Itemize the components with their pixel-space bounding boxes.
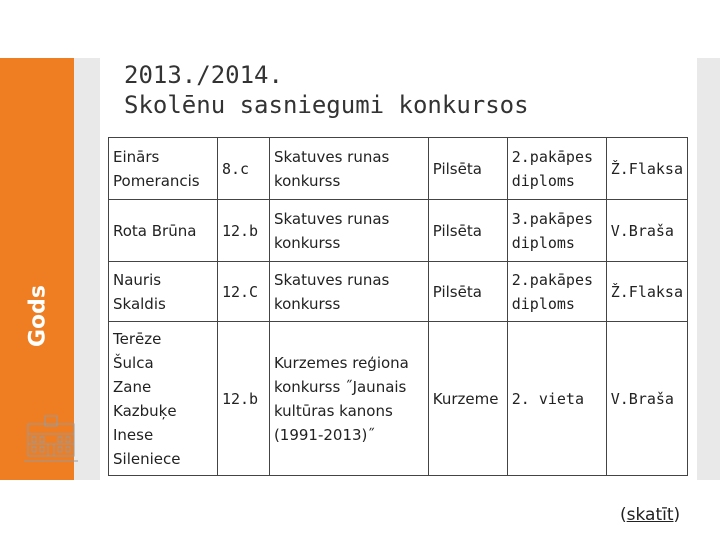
class-cell: 12.b: [217, 200, 269, 262]
sidebar-label: Gods: [25, 284, 51, 348]
class-cell: 8.c: [217, 138, 269, 200]
level-cell: Pilsēta: [428, 138, 507, 200]
title-heading: Skolēnu sasniegumi konkursos: [124, 91, 529, 119]
students-cell: Nauris Skaldis: [109, 262, 218, 322]
level-cell: Pilsēta: [428, 262, 507, 322]
result-cell: 2. vieta: [507, 322, 606, 476]
students-cell: Terēze Šulca Zane Kazbuķe Inese Sileniece: [109, 322, 218, 476]
result-cell: 2.pakāpes diploms: [507, 138, 606, 200]
students-cell: Rota Brūna: [109, 200, 218, 262]
contest-cell: Skatuves runas konkurss: [269, 200, 428, 262]
table-row: [109, 262, 688, 322]
table-row: [109, 138, 688, 200]
right-panel: [697, 58, 720, 480]
class-cell: 12.C: [217, 262, 269, 322]
result-cell: 3.pakāpes diploms: [507, 200, 606, 262]
table-row: [109, 322, 688, 476]
students-cell: Einārs Pomerancis: [109, 138, 218, 200]
class-cell: 12.b: [217, 322, 269, 476]
contest-cell: Skatuves runas konkurss: [269, 138, 428, 200]
view-link-container: [620, 505, 680, 525]
teacher-cell: V.Braša: [606, 200, 687, 262]
paren-close: ): [673, 505, 681, 525]
paren-open: (: [620, 505, 627, 525]
level-cell: Pilsēta: [428, 200, 507, 262]
contest-cell: Skatuves runas konkurss: [269, 262, 428, 322]
result-cell: 2.pakāpes diploms: [507, 262, 606, 322]
title-year: 2013./2014.: [124, 61, 283, 89]
school-crest-icon: [22, 410, 80, 468]
page-title: [124, 60, 529, 120]
contest-cell: Kurzemes reģiona konkurss ˝Jaunais kultūras kanons (1991-2013)˝: [269, 322, 428, 476]
achievements-table: [108, 137, 688, 476]
level-cell: Kurzeme: [428, 322, 507, 476]
teacher-cell: Ž.Flaksa: [606, 262, 687, 322]
table-row: [109, 200, 688, 262]
teacher-cell: Ž.Flaksa: [606, 138, 687, 200]
teacher-cell: V.Braša: [606, 322, 687, 476]
view-link[interactable]: skatīt: [626, 505, 674, 525]
